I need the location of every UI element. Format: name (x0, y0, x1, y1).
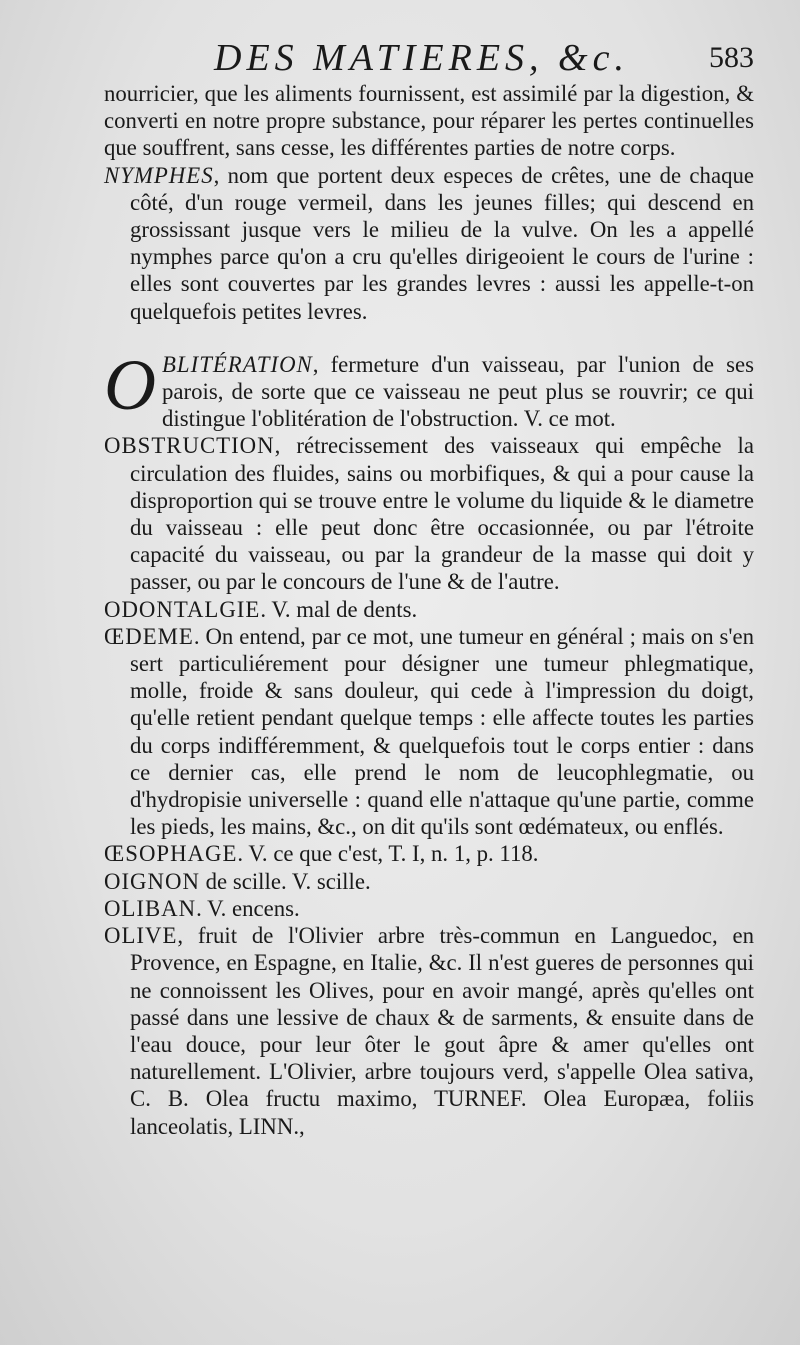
entry-nymphes (104, 162, 754, 325)
entry-olive (104, 922, 754, 1140)
entry-headword: OLIBAN (104, 895, 197, 921)
entry-headword: ODONTALGIE (104, 596, 261, 622)
entry-text: . V. encens. (196, 895, 300, 921)
section-gap (104, 325, 754, 351)
entry-headword: OBSTRUCTION (104, 433, 275, 459)
entry-text: , rétrecissement des vaisseaux qui empêche la circulation des fluides, sains ou morbifiques, & qui a pour cause la disproportion qui se trouve entre le volume du liquide & le diametre du vaisseau : elle peut donc être occasionnée, ou par l'étroite capacité du vaisseau, ou par la grandeur de la masse qui doit y passer, ou par le concours de l'une & de l'autre. (130, 433, 754, 595)
entry-odontalgie (104, 596, 754, 623)
entry-oesophage (104, 840, 754, 867)
entry-text: . V. ce que c'est, T. I, n. 1, p. 118. (237, 841, 539, 867)
entry-text: , nom que portent deux especes de crêtes, une de chaque côté, d'un rouge vermeil, dans les jeunes filles; qui descend en grossissant jusque vers le milieu de la vulve. On les a appellé nymphes parce qu'on a cru qu'elles dirigeoient le cours de l'urine : elles sont couvertes par les grandes levres : aussi les appelle-t-on quelquefois petites levres. (130, 162, 754, 324)
page-number: 583 (709, 41, 754, 74)
entry-obstruction (104, 432, 754, 595)
entry-headword: OIGNON (104, 868, 200, 894)
header-title: DES MATIERES, &c. (214, 37, 629, 79)
running-header (104, 36, 754, 80)
entry-text: , fruit de l'Olivier arbre très-commun en Languedoc, en Provence, en Espagne, en Italie, &c. Il n'est gueres de personnes qui ne connoissent les Olives, pour en avoir mangé, après qu'elles ont passé dans une lessive de chaux & de sarments, & ensuite dans de l'eau douce, pour leur ôter le gout âpre & amer qu'elles ont naturellement. L'Olivier, arbre toujours verd, s'appelle Olea sativa, C. B. Olea fructu maximo, TURNEF. Olea Europæa, foliis lanceolatis, LINN., (130, 923, 754, 1139)
entry-headword: NYMPHES (104, 162, 214, 188)
entry-oliban (104, 895, 754, 922)
drop-cap: O (104, 344, 156, 425)
entry-headword: ŒSOPHAGE (104, 841, 238, 867)
entry-headword: OLIVE (104, 923, 178, 949)
entry-text: . V. mal de dents. (260, 596, 418, 622)
entry-oignon (104, 868, 754, 895)
entry-text: nourricier, que les aliments fournissent, est assimilé par la digestion, & converti en notre propre substance, pour réparer les pertes continuelles que souffrent, sans cesse, les différentes parties de notre corps. (104, 81, 754, 161)
entry-headword: BLITÉRATION (162, 351, 313, 377)
entry-oedeme (104, 623, 754, 841)
entry-nourricier (104, 80, 754, 162)
entry-text: , fermeture d'un vaisseau, par l'union de ses parois, de sorte que ce vaisseau ne peut plus se rouvrir; ce qui distingue l'oblitération de l'obstruction. V. ce mot. (162, 351, 754, 432)
entry-text: de scille. V. scille. (199, 868, 371, 894)
entry-obliteration (104, 344, 754, 433)
entry-text: . On entend, par ce mot, une tumeur en général ; mais on s'en sert particuliérement pour désigner une tumeur phlegmatique, molle, froide & sans douleur, qui cede à l'impression du doigt, qu'elle retient pendant quelque temps : elle affecte toutes les parties du corps indifféremment, & quelquefois tout le corps entier : dans ce dernier cas, elle prend le nom de leucophlegmatie, ou d'hydropisie universelle : quand elle n'attaque qu'une partie, comme les pieds, les mains, &c., on dit qu'ils sont œdémateux, ou enflés. (130, 623, 754, 840)
entry-headword: ŒDEME (104, 623, 194, 649)
